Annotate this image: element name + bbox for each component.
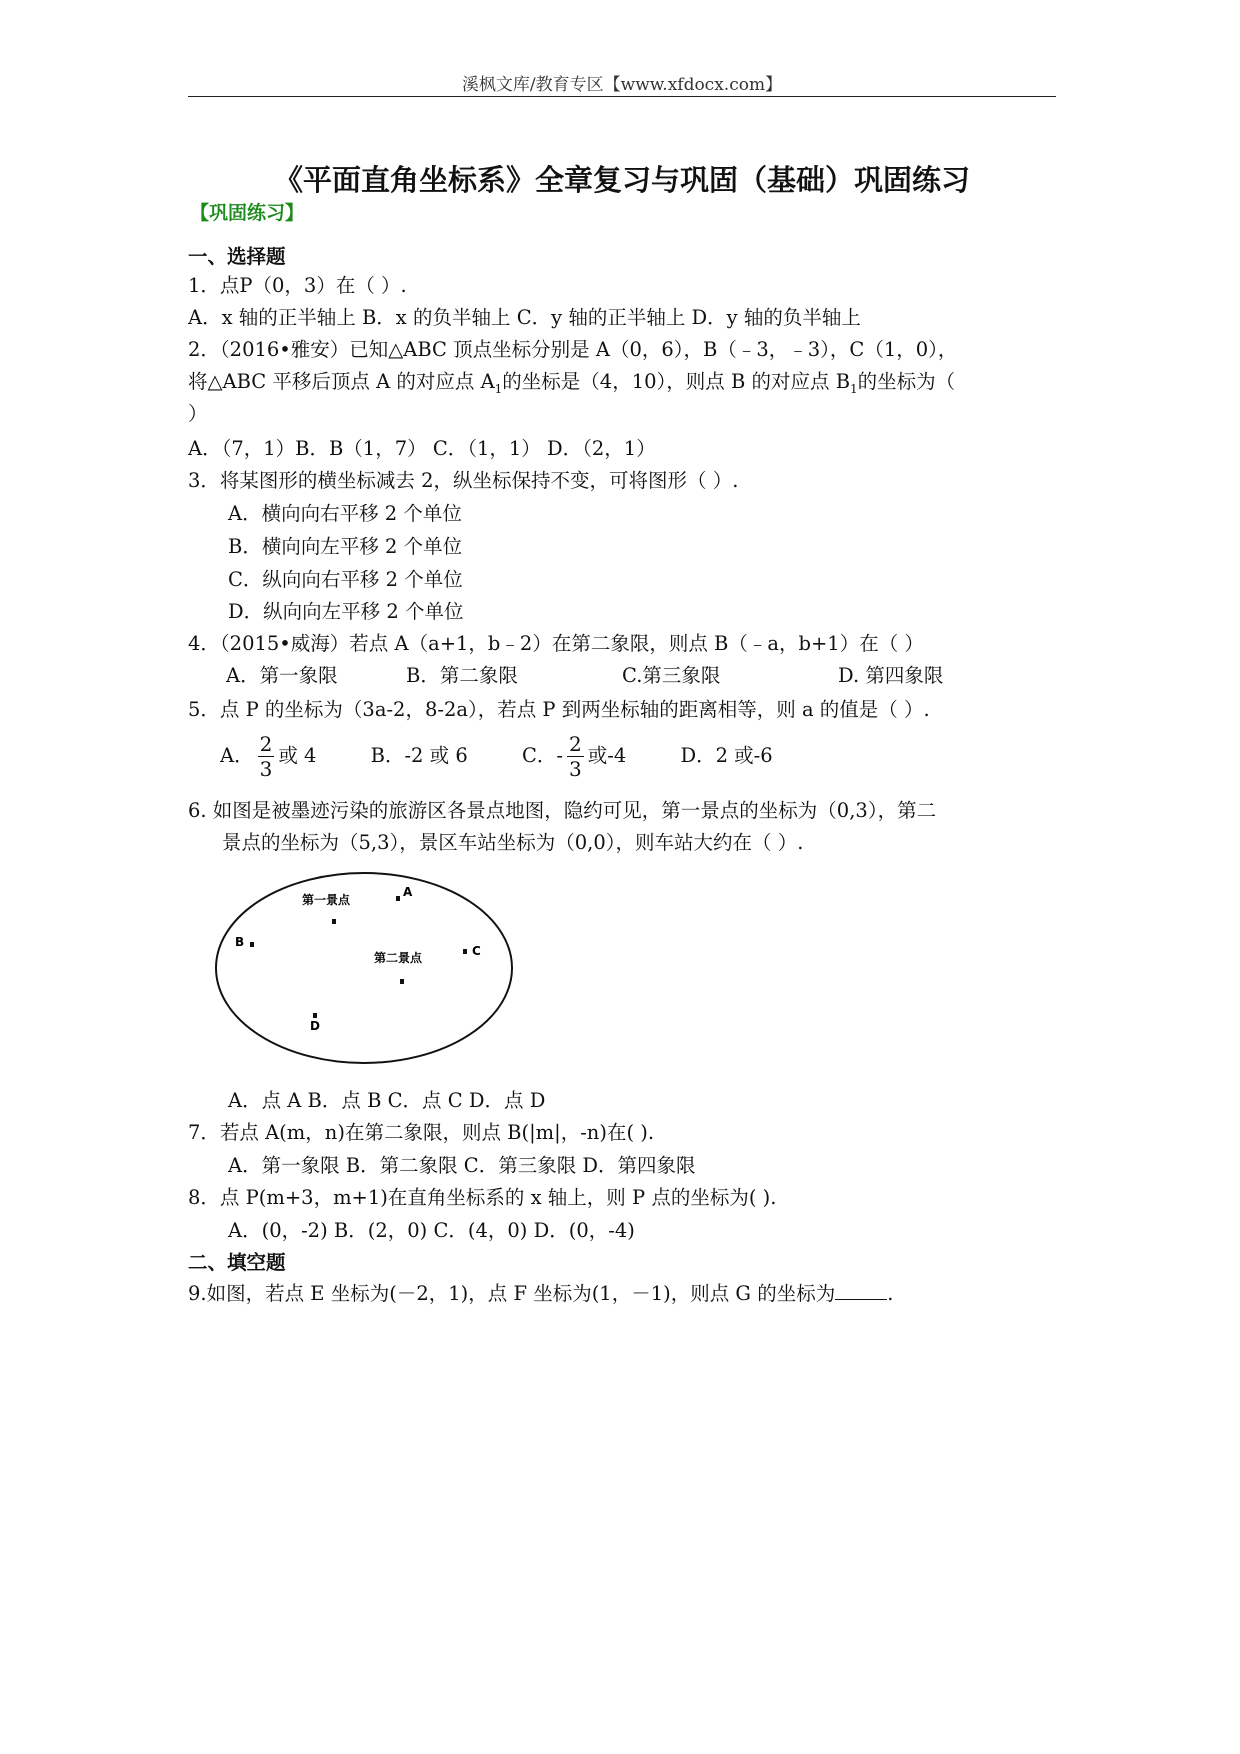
q9-end: . [887, 1282, 894, 1305]
map-label-first-spot: 第一景点 [302, 893, 351, 907]
map-point-first-spot [332, 919, 336, 924]
q2-line1: 2．（2016•雅安）已知△ABC 顶点坐标分别是 A（0，6），B（﹣3，﹣3），C（1，0）， [188, 338, 958, 361]
q2-line2-part2: 的坐标是（4，10），则点 B 的对应点 B [502, 370, 851, 393]
header-divider [188, 96, 1056, 97]
q8-stem: 8．点 P(m+3，m+1)在直角坐标系的 x 轴上，则 P 点的坐标为( ). [188, 1186, 777, 1209]
q2-sub-b: 1 [850, 381, 858, 396]
q2-line2-part3: 的坐标为（ [857, 370, 956, 393]
map-boundary [216, 873, 512, 1063]
q5-fraction-c [567, 732, 584, 781]
q4-option-b: B．第二象限 [406, 664, 518, 687]
section-heading-fill: 二、填空题 [188, 1251, 286, 1274]
q6-line2: 景点的坐标为（5,3），景区车站坐标为（0,0），则车站大约在（ ）. [222, 831, 804, 854]
q5-option-a-suffix: 或 4 [278, 744, 317, 767]
q3-option-b: B．横向向左平移 2 个单位 [228, 535, 463, 558]
fraction-numerator: 2 [259, 732, 273, 756]
q6-line1: 6. 如图是被墨迹污染的旅游区各景点地图，隐约可见，第一景点的坐标为（0,3），第二 [188, 799, 937, 822]
map-point-second-spot [400, 979, 404, 984]
q4-option-c: C.第三象限 [622, 664, 721, 687]
q7-stem: 7．若点 A(m，n)在第二象限，则点 B(|m|，-n)在( ). [188, 1121, 655, 1144]
page-title: 《平面直角坐标系》全章复习与巩固（基础）巩固练习 [273, 163, 970, 197]
q2-line2-part1: 将△ABC 平移后顶点 A 的对应点 A [188, 370, 495, 393]
q9-text: 9.如图，若点 E 坐标为(－2，1)，点 F 坐标为(1，－1)，则点 G 的坐标为 [188, 1282, 836, 1305]
page-header: 溪枫文库/教育专区【www.xfdocx.com】 [461, 75, 783, 95]
section-label: 【巩固练习】 [190, 202, 305, 224]
q7-options: A．第一象限 B．第二象限 C．第三象限 D．第四象限 [228, 1154, 696, 1177]
fraction-numerator: 2 [569, 732, 582, 756]
q9-answer-blank [835, 1281, 887, 1300]
q1-options: A．x 轴的正半轴上 B．x 的负半轴上 C．y 轴的正半轴上 D．y 轴的负半轴上 [188, 306, 861, 329]
q9-stem [188, 1281, 893, 1307]
q4-option-a: A．第一象限 [226, 664, 338, 687]
map-point-b [250, 942, 254, 947]
q1-stem: 1．点P（0，3）在（ ）. [188, 274, 407, 297]
q5-options [220, 728, 773, 784]
map-point-c [463, 949, 467, 954]
q4-option-d: D. 第四象限 [838, 664, 944, 687]
q3-option-c: C．纵向向右平移 2 个单位 [228, 568, 463, 591]
map-point-d [313, 1013, 317, 1018]
q5-fraction-a [258, 732, 275, 781]
q5-option-d: D．2 或-6 [680, 744, 773, 767]
q5-option-c-suffix: 或-4 [587, 744, 627, 767]
q2-sub-a: 1 [494, 381, 503, 396]
map-label-d: D [310, 1019, 320, 1033]
map-point-a [396, 896, 400, 901]
q3-option-d: D．纵向向左平移 2 个单位 [228, 600, 464, 623]
q2-options: A．（7，1）B．B（1，7） C．（1，1） D．（2，1） [188, 437, 656, 460]
fraction-denominator: 3 [569, 757, 582, 781]
q3-stem: 3．将某图形的横坐标减去 2，纵坐标保持不变，可将图形（ ）. [188, 469, 739, 492]
map-label-b: B [235, 935, 245, 949]
q5-stem: 5．点 P 的坐标为（3a-2，8-2a），若点 P 到两坐标轴的距离相等，则 a 的值是（ ）. [188, 698, 930, 721]
q5-option-a-prefix: A． [220, 744, 254, 767]
q8-options: A．(0，-2) B．(2，0) C．(4，0) D．(0，-4) [228, 1219, 635, 1242]
map-label-a: A [403, 885, 413, 899]
map-label-second-spot: 第二景点 [374, 951, 423, 965]
q4-stem: 4．（2015•威海）若点 A（a+1，b﹣2）在第二象限，则点 B（﹣a，b+1）在（ ） [188, 632, 924, 655]
map-label-c: C [472, 944, 481, 958]
q6-options: A．点 A B．点 B C．点 C D．点 D [228, 1089, 546, 1112]
q5-option-b: B．-2 或 6 [370, 744, 468, 767]
fraction-denominator: 3 [259, 757, 273, 781]
q2-line3: ） [188, 402, 208, 425]
scenic-map-figure [212, 868, 517, 1068]
q3-option-a: A．横向向右平移 2 个单位 [228, 502, 462, 525]
q2-line2 [188, 369, 955, 402]
section-heading-choice: 一、选择题 [188, 245, 286, 268]
q5-option-c-prefix: C．- [521, 744, 563, 767]
